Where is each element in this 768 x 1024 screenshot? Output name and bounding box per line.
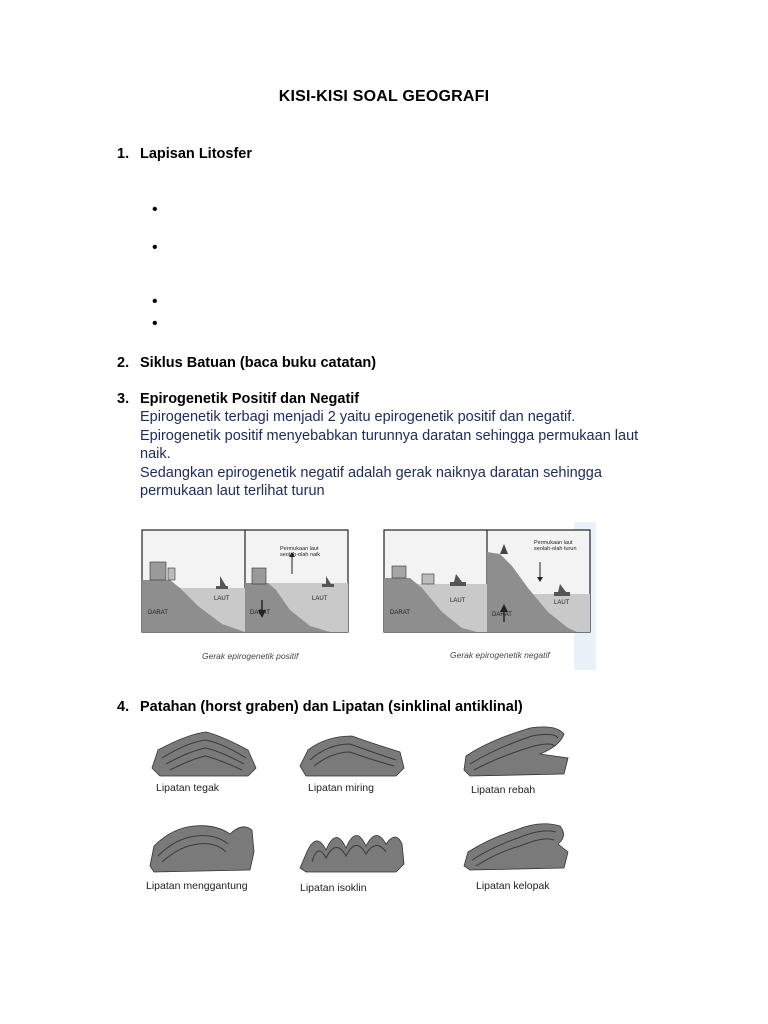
section-title: Lapisan Litosfer <box>140 146 252 162</box>
fold-label-tegak: Lipatan tegak <box>156 782 220 794</box>
diagram-label-sea: LAUT <box>450 598 466 604</box>
lipatan-kelopak-illustration <box>460 818 572 874</box>
fold-label-miring: Lipatan miring <box>308 782 374 794</box>
diagram-label-land: DARAT <box>148 610 168 616</box>
section-number: 1. <box>117 146 130 162</box>
diagram-caption: Gerak epirogenetik negatif <box>450 650 550 660</box>
paragraph-line: Sedangkan epirogenetik negatif adalah gerak naiknya daratan sehingga <box>140 464 602 481</box>
section-title: Epirogenetik Positif dan Negatif <box>140 391 360 407</box>
diagram-note-line: seolah-olah turun <box>534 546 577 552</box>
section-number: 3. <box>117 391 130 407</box>
diagram-epirogenetik-positif <box>140 528 352 668</box>
epirogenetik-paragraph <box>140 408 700 501</box>
diagram-epirogenetik-negatif <box>382 522 596 670</box>
fold-label-isoklin: Lipatan isoklin <box>300 882 367 894</box>
section-title: Patahan (horst graben) dan Lipatan (sinklinal antiklinal) <box>140 699 523 715</box>
diagram-label-land: DARAT <box>390 610 410 616</box>
diagram-label-land: DARAT <box>492 612 512 618</box>
paragraph-line: naik. <box>140 446 171 462</box>
lipatan-rebah-illustration <box>460 720 572 778</box>
paragraph-line: Epirogenetik terbagi menjadi 2 yaitu epirogenetik positif dan negatif. <box>140 409 576 425</box>
section-number: 2. <box>117 355 130 371</box>
bullet-1: • <box>152 201 158 218</box>
lipatan-tegak-illustration <box>148 728 260 780</box>
section-heading-1 <box>117 146 252 162</box>
lipatan-isoklin-illustration <box>296 820 408 876</box>
bullet-4: • <box>152 315 158 332</box>
bullet-3: • <box>152 293 158 310</box>
lipatan-miring-illustration <box>296 728 408 780</box>
section-number: 4. <box>117 699 130 715</box>
diagram-label-sea: LAUT <box>214 596 230 602</box>
diagram-caption: Gerak epirogenetik positif <box>202 651 299 661</box>
diagram-label-sea: LAUT <box>312 596 328 602</box>
diagram-note-line: seolah-olah naik <box>280 552 321 558</box>
diagram-note-line: Permukaan laut <box>534 540 573 546</box>
diagram-note-line: Permukaan laut <box>280 546 319 552</box>
epirogenetik-positif-illustration <box>140 528 352 668</box>
fold-label-kelopak: Lipatan kelopak <box>476 880 550 892</box>
diagram-label-land: DARAT <box>250 610 270 616</box>
bullet-2: • <box>152 239 158 256</box>
fold-label-menggantung: Lipatan menggantung <box>146 880 248 892</box>
section-title: Siklus Batuan (baca buku catatan) <box>140 355 377 371</box>
page-title: KISI-KISI SOAL GEOGRAFI <box>278 88 490 105</box>
section-heading-3 <box>117 391 359 407</box>
paragraph-line: Epirogenetik positif menyebabkan turunnya daratan sehingga permukaan laut <box>140 427 639 444</box>
diagram-label-sea: LAUT <box>554 600 570 606</box>
section-heading-4 <box>117 699 523 715</box>
paragraph-line: permukaan laut terlihat turun <box>140 483 325 499</box>
section-heading-2 <box>117 355 376 371</box>
lipatan-menggantung-illustration <box>146 816 258 874</box>
fold-label-rebah: Lipatan rebah <box>471 784 536 796</box>
epirogenetik-negatif-illustration <box>382 522 596 670</box>
